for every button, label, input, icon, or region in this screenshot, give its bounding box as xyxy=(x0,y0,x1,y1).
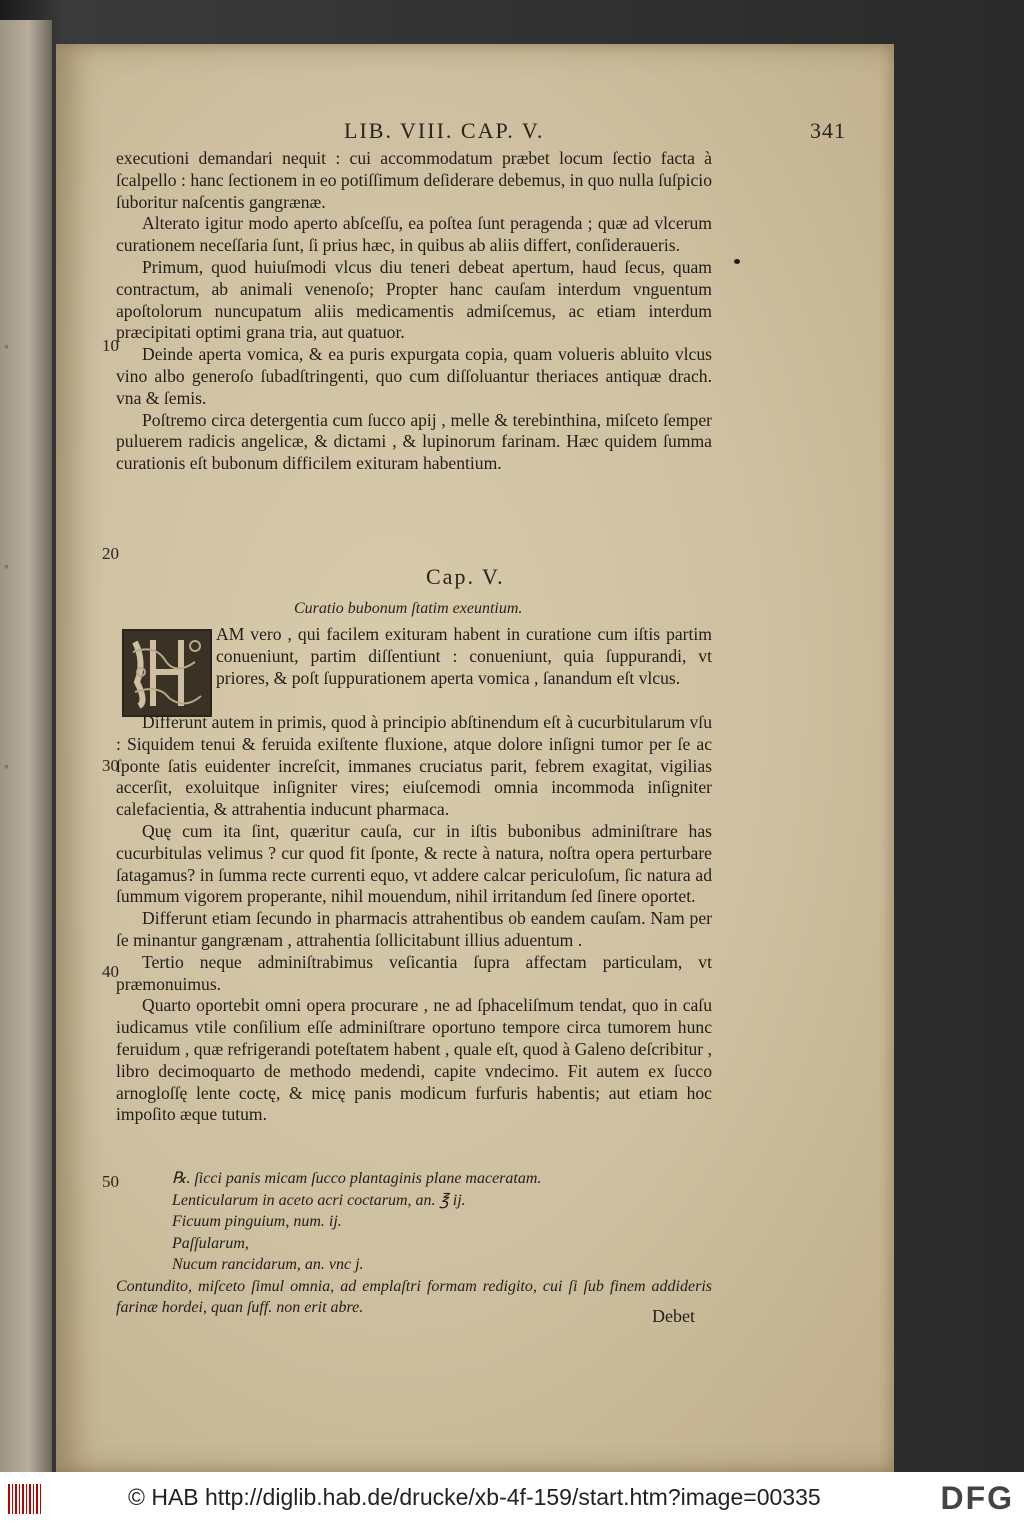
paragraph: executioni demandari nequit : cui accommodatum præbet locum ſectio facta à ſcalpello : hanc ſectionem in eo potiſſimum deſiderare debemus, in quo nulla ſuſpicio ſuboritur naſcentis gangrænæ. xyxy=(116,148,712,212)
paragraph: Quarto oportebit omni opera procurare , ne ad ſphaceliſmum tendat, quo in caſu iudicamus vtile conſilium eſſe adminiſtrare oportuno tempore circa tumorem hunc feruidum , quæ refrigerandi poteſtatem habent , quale eſt, quod à Galeno deſcribitur , libro decimoquarto de methodo medendi, capite vndecimo. Fit autem ex ſucco arnogloſſę lente coctę, & micę panis modicum furfuris habentis; aut etiam hoc impoſito æque tutum. xyxy=(116,995,712,1125)
running-header xyxy=(344,118,904,144)
recipe-line: Nucum rancidarum, an. vnc j. xyxy=(172,1256,364,1273)
facing-page-edge: ◦ ◦ ◦ xyxy=(0,20,52,1472)
paragraph: Differunt etiam ſecundo in pharmacis attrahentibus ob eandem cauſam. Nam per ſe minantur gangrænam , attrahentia ſollicitabunt illius aduentum . xyxy=(116,908,712,950)
paragraph: Alterato igitur modo aperto abſceſſu, ea poſtea ſunt peragenda ; quæ ad vlcerum curationem neceſſaria ſunt, ſi prius hæc, in quibus ab aliis differt, conſideraueris. xyxy=(116,213,712,256)
decorated-initial-icon xyxy=(122,629,212,717)
running-title: LIB. VIII. CAP. V. xyxy=(344,118,545,143)
recipe-line: Contundito, miſceto ſimul omnia, ad emplaſtri formam redigito, cui ſi ſub finem addideris farinæ hordei, quan ſuff. non erit abre. xyxy=(116,1277,712,1316)
ink-spot xyxy=(734,259,740,264)
book-page xyxy=(56,44,894,1472)
paragraph: Poſtremo circa detergentia cum ſucco apij , melle & terebinthina, miſceto ſemper puluerem radicis angelicæ, & dictami , & lupinorum farinam. Hæc quidem ſumma curationis eſt bubonum difficilem exituram habentium. xyxy=(116,409,712,474)
catchword: Debet xyxy=(652,1306,695,1326)
recipe-line: Paſſularum, xyxy=(172,1234,249,1252)
line-number: 10 xyxy=(102,336,119,355)
footer-bar xyxy=(0,1472,1024,1526)
paragraph: Differunt autem in primis, quod à principio abſtinendum eſt à cucurbitularum vſu : Siquidem tenui & feruida exiſtente fluxione, atque dolore inſigni tumor per ſe ac ſponte ſatis euidenter increſcit, immanes cruciatus parit, febrem exagitat, vigilias accerſit, exoluitque inſigniter vires; eiuſcemodi omnia incommoda inſigniter calefacientia, & attrahentia inducunt pharmaca. xyxy=(116,712,712,820)
paragraph: AM vero , qui facilem exituram habent in curatione cum iſtis partim conueniunt, partim diſſentiunt : conueniunt, quia ſuppurandi, vt priores, & poſt ſuppurationem aperta vomica , ſanandum eſt vlcus. xyxy=(216,624,712,688)
line-number: 30 xyxy=(102,756,119,775)
barcode-icon xyxy=(8,1484,42,1514)
chapter-subtitle: Curatio bubonum ſtatim exeuntium. xyxy=(294,600,523,617)
dfg-logo: DFG xyxy=(940,1480,1014,1516)
folio-number: 341 xyxy=(810,118,846,143)
chapter-title: Cap. V. xyxy=(426,564,505,589)
line-number: 40 xyxy=(102,962,119,981)
paragraph: Primum, quod huiuſmodi vlcus diu teneri debeat apertum, haud ſecus, quam contractum, ab animali venenoſo; Propter hanc cauſam interdum vnguentum apoſtolorum nuncupatum aliis medicamentis admiſcemus, ac etiam interdum præcipitati optimi grana tria, aut quatuor. xyxy=(116,256,712,343)
recipe-line: Ficuum pinguium, num. ij. xyxy=(172,1213,342,1230)
recipe-block xyxy=(116,1168,712,1319)
citation-link[interactable]: © HAB http://diglib.hab.de/drucke/xb-4f-159/start.htm?image=00335 xyxy=(128,1484,821,1510)
text-block-1 xyxy=(116,148,712,475)
paragraph: Quę cum ita ſint, quæritur cauſa, cur in iſtis bubonibus adminiſtrare has cucurbitulas velimus ? cur quod fit ſponte, & recte à natura, noſtra opera perturbare ſatagamus? in ſumma recte currenti equo, vt addere calcar periculoſum, ſic natura ad ſummum vigorem properante, nihil mouendum, nihil irritandum ſed ſinere oportet. xyxy=(116,820,712,907)
recipe-line: Lenticularum in aceto acri coctarum, an. ℥ ij. xyxy=(172,1191,466,1209)
paragraph: Deinde aperta vomica, & ea puris expurgata copia, quam volueris abluito vlcus vino albo generoſo ſubadſtringenti, quo cum diſſoluantur theriaces antiquæ drach. vna & ſemis. xyxy=(116,344,712,408)
text-block-2-opening xyxy=(216,624,712,689)
line-number: 20 xyxy=(102,544,119,563)
text-block-2 xyxy=(116,712,712,1126)
recipe-line: ℞. ſicci panis micam ſucco plantaginis plane maceratam. xyxy=(172,1170,542,1187)
line-number: 50 xyxy=(102,1172,119,1191)
paragraph: Tertio neque adminiſtrabimus veſicantia ſupra affectam particulam, vt præmonuimus. xyxy=(116,951,712,994)
